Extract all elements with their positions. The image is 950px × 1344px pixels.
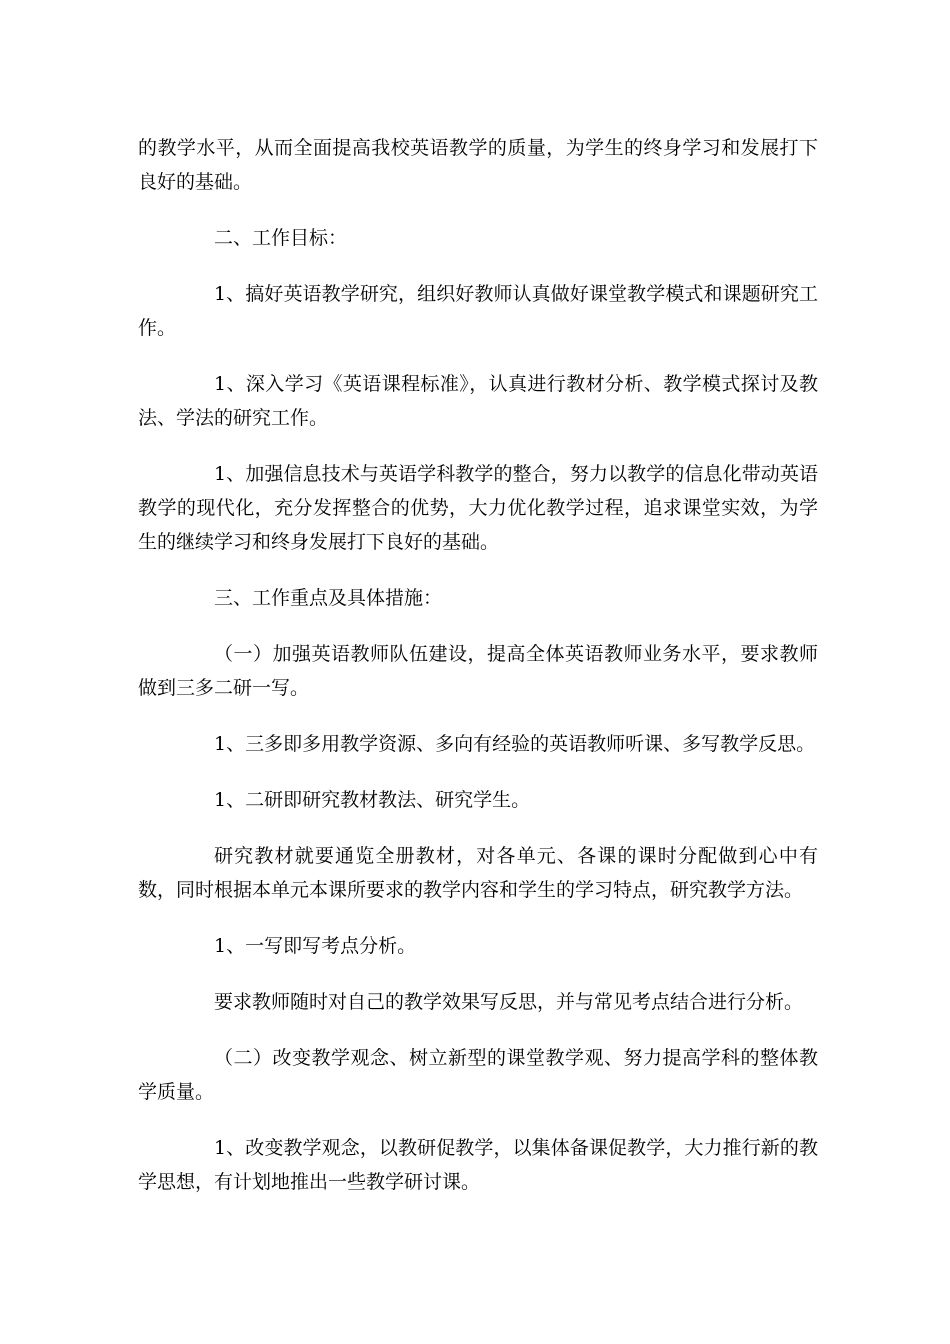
goal-item: 1、搞好英语教学研究，组织好教师认真做好课堂教学模式和课题研究工作。: [138, 283, 818, 339]
measure-detail: 研究教材就要通览全册教材，对各单元、各课的课时分配做到心中有数，同时根据本单元本课所要求的教学内容和学生的学习特点，研究教学方法。: [138, 845, 818, 901]
measure-item: 1、三多即多用教学资源、多向有经验的英语教师听课、多写教学反思。: [214, 733, 816, 755]
document-body: [138, 131, 818, 1221]
paragraph-intro-continuation: 的教学水平，从而全面提高我校英语教学的质量，为学生的终身学习和发展打下良好的基础。: [138, 137, 818, 193]
measure-item: 1、改变教学观念，以教研促教学，以集体备课促教学，大力推行新的教学思想，有计划地推出一些教学研讨课。: [138, 1137, 818, 1193]
subsection-heading-teaching-concept: （二）改变教学观念、树立新型的课堂教学观、努力提高学科的整体教学质量。: [138, 1047, 818, 1103]
goal-item: 1、深入学习《英语课程标准》，认真进行教材分析、教学模式探讨及教法、学法的研究工作。: [138, 373, 818, 429]
goal-item: 1、加强信息技术与英语学科教学的整合，努力以教学的信息化带动英语教学的现代化，充分发挥整合的优势，大力优化教学过程，追求课堂实效，为学生的继续学习和终身发展打下良好的基础。: [138, 463, 818, 553]
subsection-heading-teacher-team: （一）加强英语教师队伍建设，提高全体英语教师业务水平，要求教师做到三多二研一写。: [138, 643, 818, 699]
measure-detail: 要求教师随时对自己的教学效果写反思，并与常见考点结合进行分析。: [214, 991, 804, 1013]
section-heading-goals: 二、工作目标：: [214, 227, 348, 249]
section-heading-measures: 三、工作重点及具体措施：: [214, 587, 443, 609]
measure-item: 1、二研即研究教材教法、研究学生。: [214, 789, 531, 811]
measure-item: 1、一写即写考点分析。: [214, 935, 417, 957]
